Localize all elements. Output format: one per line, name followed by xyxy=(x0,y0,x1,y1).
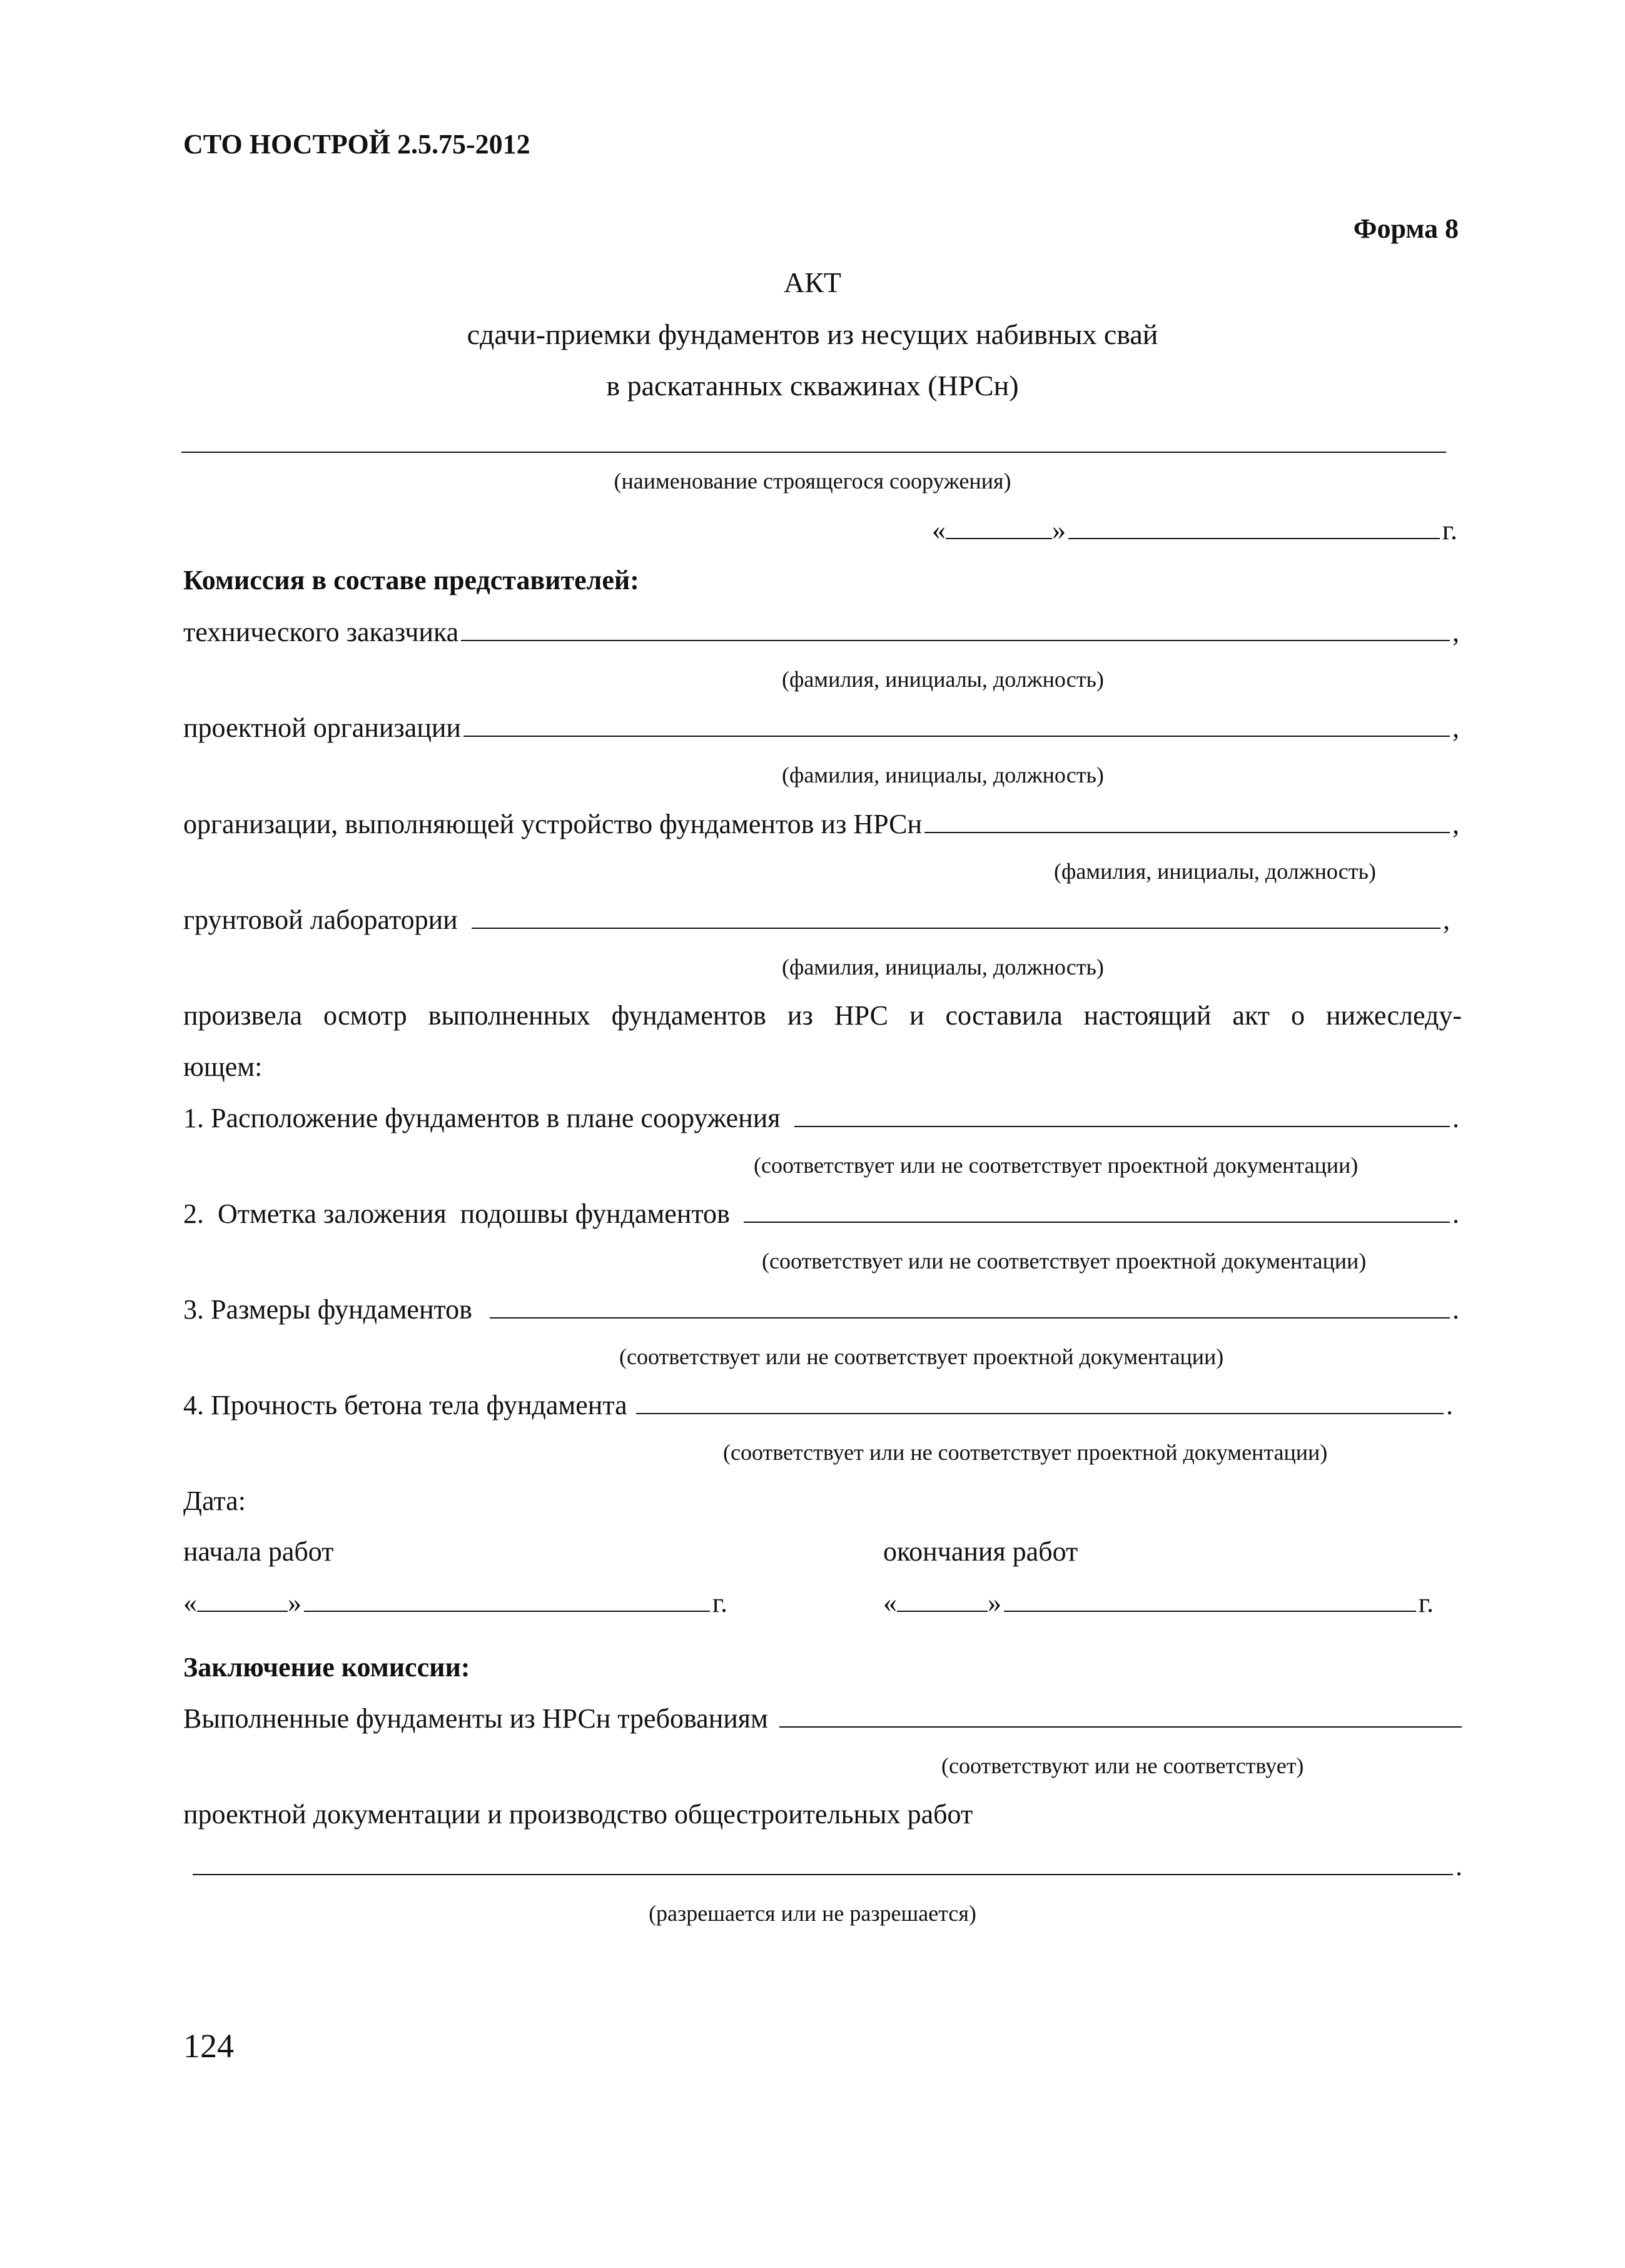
day-blank[interactable] xyxy=(946,513,1052,539)
form-number: Форма 8 xyxy=(1353,213,1459,244)
year-suffix: г. xyxy=(712,1587,727,1618)
item-blank[interactable] xyxy=(636,1389,1444,1414)
commission-row-contractor[interactable] xyxy=(183,808,1459,840)
act-title: АКТ xyxy=(784,266,841,298)
commission-row-design-org[interactable] xyxy=(183,712,1459,744)
intro-text-line2: ющем: xyxy=(183,1051,263,1082)
item-blank[interactable] xyxy=(744,1198,1450,1223)
quote-open: « xyxy=(883,1587,897,1618)
commission-row-customer[interactable] xyxy=(183,616,1459,648)
item-end: . xyxy=(1452,1103,1459,1133)
year-suffix: г. xyxy=(1418,1587,1434,1618)
row-end: , xyxy=(1452,809,1459,839)
item-end: . xyxy=(1452,1294,1459,1325)
standard-code: СТО НОСТРОЙ 2.5.75-2012 xyxy=(183,129,530,159)
month-year-blank[interactable] xyxy=(1004,1587,1416,1612)
act-subtitle-line2: в раскатанных скважинах (НРСн) xyxy=(606,370,1019,402)
row-end: , xyxy=(1452,712,1459,743)
object-name-caption: (наименование строящегося сооружения) xyxy=(614,468,1011,494)
item-caption: (соответствует или не соответствует проектной документации) xyxy=(619,1344,1224,1369)
end-date-field[interactable] xyxy=(883,1586,1434,1619)
page-number: 124 xyxy=(183,2027,234,2065)
signature-blank[interactable] xyxy=(472,904,1440,929)
year-suffix: г. xyxy=(1442,515,1457,545)
conclusion-compliance[interactable] xyxy=(183,1703,1462,1734)
day-blank[interactable] xyxy=(197,1586,288,1612)
conclusion-text-line2: проектной документации и производство общестроительных работ xyxy=(183,1799,973,1830)
item-blank[interactable] xyxy=(794,1102,1450,1127)
row-caption: (фамилия, инициалы, должность) xyxy=(1054,859,1376,884)
object-name-field[interactable] xyxy=(181,452,1446,453)
item-label: 2. Отметка заложения подошвы фундаментов xyxy=(183,1198,730,1229)
commission-heading: Комиссия в составе представителей: xyxy=(183,565,639,595)
item-label: 3. Размеры фундаментов xyxy=(183,1294,472,1325)
quote-close: » xyxy=(1052,515,1066,545)
item-label: 4. Прочность бетона тела фундамента xyxy=(183,1390,627,1420)
item-end: . xyxy=(1452,1198,1459,1229)
permission-blank[interactable] xyxy=(193,1850,1453,1875)
month-year-blank[interactable] xyxy=(304,1587,710,1612)
intro-text-line1: произвела осмотр выполненных фундаментов из НРС и составила настоящий акт о нижеследу- xyxy=(183,1000,1462,1031)
row-label: проектной организации xyxy=(183,712,461,743)
row-caption: (фамилия, инициалы, должность) xyxy=(782,954,1104,980)
start-date-field[interactable] xyxy=(183,1586,727,1619)
end-date-label: окончания работ xyxy=(883,1536,1078,1567)
item-location[interactable] xyxy=(183,1102,1459,1134)
signature-blank[interactable] xyxy=(463,712,1450,737)
item-dimensions[interactable] xyxy=(183,1293,1459,1325)
quote-close: » xyxy=(288,1587,301,1618)
dates-heading: Дата: xyxy=(183,1486,246,1516)
act-subtitle-line1: сдачи-приемки фундаментов из несущих набивных свай xyxy=(467,318,1158,350)
item-caption: (соответствует или не соответствует проектной документации) xyxy=(754,1153,1359,1178)
item-blank[interactable] xyxy=(490,1293,1450,1319)
row-caption: (фамилия, инициалы, должность) xyxy=(782,667,1104,692)
signature-blank[interactable] xyxy=(924,808,1450,833)
item-concrete-strength[interactable] xyxy=(183,1389,1453,1421)
row-label: технического заказчика xyxy=(183,617,459,647)
item-base-level[interactable] xyxy=(183,1198,1459,1230)
row-label: грунтовой лаборатории xyxy=(183,904,458,935)
permission-field[interactable] xyxy=(193,1850,1462,1882)
signature-blank[interactable] xyxy=(461,616,1450,641)
row-caption: (фамилия, инициалы, должность) xyxy=(782,762,1104,787)
item-caption: (соответствует или не соответствует проектной документации) xyxy=(762,1248,1367,1273)
quote-close: » xyxy=(988,1587,1001,1618)
quote-open: « xyxy=(183,1587,197,1618)
month-year-blank[interactable] xyxy=(1068,514,1440,539)
row-end: , xyxy=(1452,617,1459,647)
compliance-blank[interactable] xyxy=(779,1703,1462,1728)
compliance-caption: (соответствуют или не соответствует) xyxy=(941,1753,1304,1778)
row-label: организации, выполняющей устройство фундаментов из НРСн xyxy=(183,809,922,839)
item-caption: (соответствует или не соответствует проектной документации) xyxy=(723,1440,1328,1465)
act-date-field[interactable] xyxy=(932,513,1457,546)
item-label: 1. Расположение фундаментов в плане сооружения xyxy=(183,1103,781,1133)
row-end: , xyxy=(1443,904,1450,935)
quote-open: « xyxy=(932,515,946,545)
conclusion-heading: Заключение комиссии: xyxy=(183,1652,470,1683)
permission-caption: (разрешается или не разрешается) xyxy=(649,1901,976,1926)
commission-row-laboratory[interactable] xyxy=(183,904,1450,936)
start-date-label: начала работ xyxy=(183,1536,334,1567)
permission-end: . xyxy=(1455,1851,1462,1881)
item-end: . xyxy=(1446,1390,1453,1420)
conclusion-text: Выполненные фундаменты из НРСн требованиям xyxy=(183,1703,768,1734)
day-blank[interactable] xyxy=(897,1586,988,1612)
